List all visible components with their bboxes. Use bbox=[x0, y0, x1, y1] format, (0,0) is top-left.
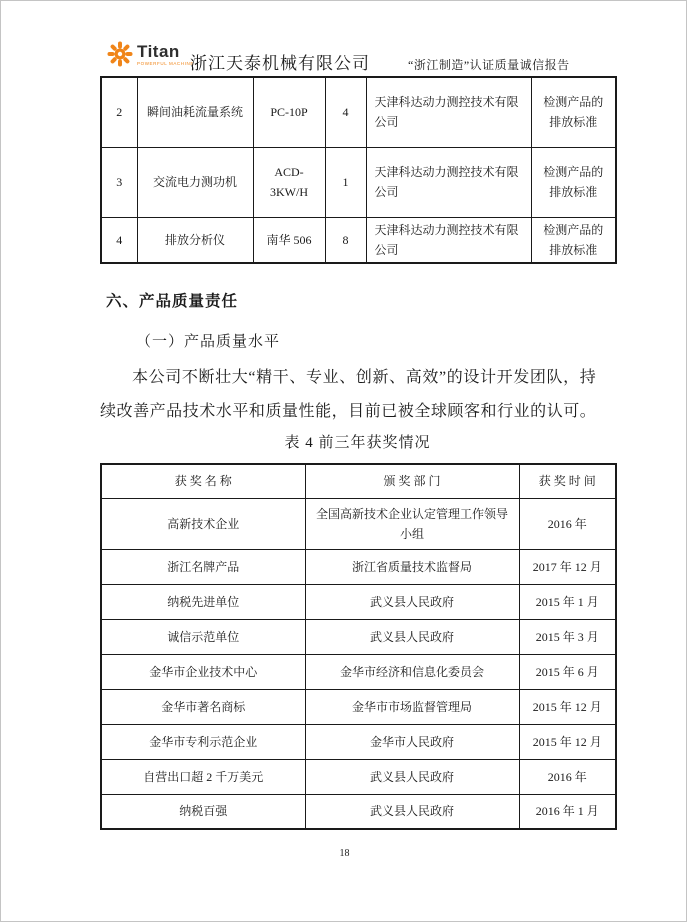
table-row bbox=[101, 549, 616, 584]
section-heading: 六、产品质量责任 bbox=[106, 293, 239, 310]
table-cell: 浙江省质量技术监督局 bbox=[305, 549, 519, 584]
table-cell: 检测产品的排放标准 bbox=[531, 77, 616, 147]
header-report-title: “浙江制造”认证质量诚信报告 bbox=[408, 58, 570, 72]
table-cell: 检测产品的排放标准 bbox=[531, 217, 616, 263]
table-cell: 2016 年 bbox=[519, 498, 616, 549]
table-cell: 金华市人民政府 bbox=[305, 724, 519, 759]
equipment-table bbox=[100, 76, 617, 264]
table-cell: 武义县人民政府 bbox=[305, 794, 519, 829]
table-cell: PC-10P bbox=[253, 77, 325, 147]
table-cell: 全国高新技术企业认定管理工作领导小组 bbox=[305, 498, 519, 549]
table-cell: 检测产品的排放标准 bbox=[531, 147, 616, 217]
table-cell: 武义县人民政府 bbox=[305, 619, 519, 654]
table-cell: 交流电力测功机 bbox=[137, 147, 253, 217]
table-row bbox=[101, 147, 616, 217]
table-cell: 武义县人民政府 bbox=[305, 584, 519, 619]
table-cell: 2015 年 12 月 bbox=[519, 689, 616, 724]
equipment-table-body bbox=[101, 77, 616, 263]
awards-table-body bbox=[101, 498, 616, 829]
table-cell: 金华市市场监督管理局 bbox=[305, 689, 519, 724]
table-row bbox=[101, 619, 616, 654]
header-company-name: 浙江天泰机械有限公司 bbox=[190, 54, 370, 73]
brand-name: Titan bbox=[137, 41, 180, 61]
table-row bbox=[101, 584, 616, 619]
gear-icon bbox=[107, 41, 133, 67]
table-cell: 2015 年 6 月 bbox=[519, 654, 616, 689]
awards-header-time: 获 奖 时 间 bbox=[519, 464, 616, 498]
table-cell: 纳税百强 bbox=[101, 794, 305, 829]
awards-header-dept: 颁 奖 部 门 bbox=[305, 464, 519, 498]
table-cell: 3 bbox=[101, 147, 137, 217]
company-logo bbox=[107, 41, 194, 67]
table-cell: 8 bbox=[325, 217, 366, 263]
page-number: 18 bbox=[339, 848, 350, 859]
table-cell: 2017 年 12 月 bbox=[519, 549, 616, 584]
table-cell: 瞬间油耗流量系统 bbox=[137, 77, 253, 147]
table-cell: 2015 年 3 月 bbox=[519, 619, 616, 654]
awards-table bbox=[100, 463, 617, 830]
table-row bbox=[101, 217, 616, 263]
awards-header-name: 获 奖 名 称 bbox=[101, 464, 305, 498]
table-cell: 浙江名牌产品 bbox=[101, 549, 305, 584]
table-row bbox=[101, 498, 616, 549]
awards-table-caption: 表 4 前三年获奖情况 bbox=[284, 435, 431, 451]
table-cell: 1 bbox=[325, 147, 366, 217]
table-cell: 排放分析仪 bbox=[137, 217, 253, 263]
awards-header-row bbox=[101, 464, 616, 498]
brand-tagline: POWERFUL MACHINE bbox=[137, 60, 194, 66]
table-row bbox=[101, 689, 616, 724]
table-cell: 金华市企业技术中心 bbox=[101, 654, 305, 689]
table-cell: 4 bbox=[325, 77, 366, 147]
table-cell: 诚信示范单位 bbox=[101, 619, 305, 654]
table-cell: 武义县人民政府 bbox=[305, 759, 519, 794]
table-cell: 纳税先进单位 bbox=[101, 584, 305, 619]
section-paragraph: 本公司不断壮大“精干、专业、创新、高效”的设计开发团队，持续改善产品技术水平和质量性能，目前已被全球顾客和行业的认可。 bbox=[100, 369, 596, 420]
table-cell: 南华 506 bbox=[253, 217, 325, 263]
table-cell: 2015 年 1 月 bbox=[519, 584, 616, 619]
table-cell: 高新技术企业 bbox=[101, 498, 305, 549]
table-row bbox=[101, 654, 616, 689]
table-cell: 2 bbox=[101, 77, 137, 147]
table-cell: 自营出口超 2 千万美元 bbox=[101, 759, 305, 794]
table-cell: 2016 年 1 月 bbox=[519, 794, 616, 829]
table-cell: 金华市专利示范企业 bbox=[101, 724, 305, 759]
table-cell: 天津科达动力测控技术有限公司 bbox=[366, 77, 531, 147]
table-cell: 2016 年 bbox=[519, 759, 616, 794]
table-cell: 天津科达动力测控技术有限公司 bbox=[366, 217, 531, 263]
table-cell: 金华市著名商标 bbox=[101, 689, 305, 724]
table-row bbox=[101, 794, 616, 829]
table-row bbox=[101, 724, 616, 759]
table-cell: 金华市经济和信息化委员会 bbox=[305, 654, 519, 689]
table-cell: ACD-3KW/H bbox=[253, 147, 325, 217]
table-row bbox=[101, 759, 616, 794]
section-subheading: （一）产品质量水平 bbox=[136, 334, 281, 350]
table-cell: 2015 年 12 月 bbox=[519, 724, 616, 759]
table-cell: 天津科达动力测控技术有限公司 bbox=[366, 147, 531, 217]
table-row bbox=[101, 77, 616, 147]
table-cell: 4 bbox=[101, 217, 137, 263]
